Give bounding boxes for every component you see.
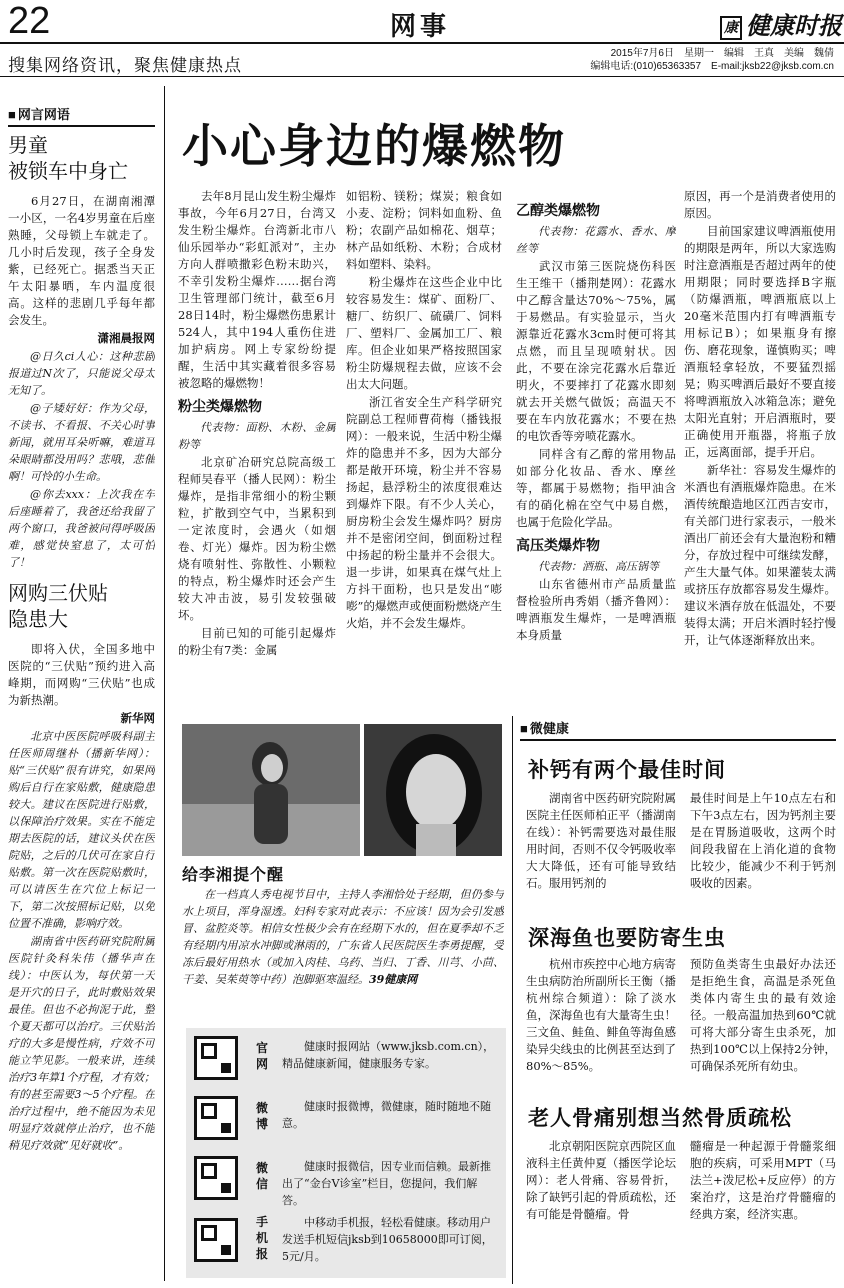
main-col-3: 乙醇类爆燃物 代表物：花露水、香水、摩丝等 武汉市第三医院烧伤科医生王维干（播荆楚网）：花露水中乙醇含量达70%～75%，属于易燃品。有实验显示，当火源靠近花露水3cm时便可将其点燃，而且呈现喷射状。因此，不要在涂完花露水后靠近明火，不要摔打了花露水即刻就去开关燃气做饭；高温天不要在车内放花露水；不要在热的电饮香等旁喷花露水。 同样含有乙醇的常用物品如部分化妆品、香水、摩丝等，都属于易燃物；指甲油含有的硝化棉在空气中易自燃，也属于危险化学品。 高压类爆炸物 代表物：酒瓶、高压锅等 山东省德州市产品质量监督检验所冉秀娟（播齐鲁网）：啤酒瓶发生爆炸，一是啤酒瓶本身质量 bbox=[516, 202, 676, 642]
logo-text: 健康时报 bbox=[746, 11, 842, 40]
qr-code-icon bbox=[194, 1156, 238, 1200]
date-line: 2015年7月6日 星期一 编辑 王真 美编 魏倩 bbox=[610, 48, 834, 59]
headline-bone: 老人骨痛别想当然骨质疏松 bbox=[528, 1105, 792, 1130]
para: 即将入伏，全国多地中医院的“三伏贴”预约进入高峰期，而网购“三伏贴”也成为新热潮。 bbox=[8, 642, 155, 707]
para: 北京中医医院呼吸科副主任医师周继朴（播新华网）：贴“三伏贴”很有讲究，如果网购后自行在家贴敷，健康隐患较大。建议在医院进行贴敷，以保障治疗效果。实在不能定期去医院的话，建议头伏在医院贴，之后的几伏可在家自行贴敷。第一次在医院贴敷时，可以请医生在穴位上标记一下，第二次按照标记贴，以免位置不准确，影响疗效。 bbox=[8, 730, 155, 930]
para: 6月27日，在湖南湘潭一小区，一名4岁男童在后座熟睡，父母锁上车就走了。几小时后发现，孩子全身发紫，已经死亡。据悉当天正午太阳暴晒，车内温度很高。这样的悲剧几乎每年都会发生。 bbox=[8, 194, 155, 327]
headline-sanfu: 网购三伏贴 隐患大 bbox=[8, 583, 108, 631]
page-number: 22 bbox=[8, 0, 51, 42]
photo-story-text: 在一档真人秀电视节目中，主持人李湘恰处于经期，但仍参与水上项目，浑身湿透。妇科专家对此表示：不应该！因为会引发感冒、盆腔炎等。相信女性极少会有在经期下水的，但在夏季却不乏有经期内用凉水冲脚或淋雨的，广东省人民医院医生李勇提醒，受冻后最好用热水（或加入肉桂、乌药、当归、丁香、川芎、小茴、干姜、吴茱萸等中药）泡脚驱寒温经。39健康网 bbox=[182, 888, 504, 986]
qr-code-icon bbox=[194, 1036, 238, 1080]
info-text: 中移动手机报，轻松看健康。移动用户发送手机短信jksb到10658000即可订阅，5元/月。 bbox=[282, 1216, 493, 1263]
column-divider bbox=[512, 716, 513, 1284]
subhead: 粉尘类爆燃物 bbox=[178, 398, 262, 414]
calcium-col-1: 湖南省中医药研究院附属医院主任医师柏正平（播湖南在线）：补钙需要选对最佳服用时间，否则不仅令钙吸收率大大降低，还有可能导致结石。服用钙剂的 bbox=[526, 791, 676, 890]
photo-host-2 bbox=[364, 724, 502, 856]
tag-micro-health: ■ 微健康 bbox=[520, 718, 836, 741]
tag-net-words: ■ 网言网语 bbox=[8, 106, 155, 127]
fish-col-1: 杭州市疾控中心地方病寄生虫病防治所副所长王衡（播杭州综合频道）：除了淡水鱼，深海鱼也有大量寄生虫！三文鱼、鲑鱼、鲱鱼等海鱼感染异尖线虫的比例甚至达到了80%～85%。 bbox=[526, 957, 676, 1073]
main-col-4: 原因，再一个是消费者使用的原因。 目前国家建议啤酒瓶使用的期限是两年，所以大家选购时注意酒瓶是否超过两年的使用期限；同时要选择B字瓶（防爆酒瓶，啤酒瓶底以上20毫米范围内打有啤酒瓶专用标记B）；如果瓶身有擦伤、磨花现象，谨慎购买；啤酒瓶轻拿轻放，不要猛烈摇晃；购买啤酒后最好不要直接将啤酒瓶放入冰箱急冻；避免太阳光直射；开启酒瓶时，要正确使用开瓶器，将瓶子放正，远离面部，提手开启。 新华社：容易发生爆炸的米酒也有酒瓶爆炸隐患。在米酒传统酿造地区江西吉安市，有关部门进行家表示，一般米酒出厂前还会有大量泡粉和糟分，存放过程中可继续发酵，产生大量气体。如果灌装太满或挤压存放都容易发生爆炸。建议米酒存放在低温处，不要装得太满；开启米酒时轻拧慢开，让气体逐渐释放出来。 bbox=[684, 189, 836, 647]
source: 潇湘晨报网 bbox=[97, 331, 155, 345]
main-headline: 小心身边的爆燃物 bbox=[182, 119, 566, 173]
info-text: 健康时报微信，因专业而信赖。最新推出了“金台V诊室”栏目，您提问，我们解答。 bbox=[282, 1160, 491, 1207]
source: 新华网 bbox=[120, 711, 155, 725]
main-col-2: 如铝粉、镁粉；煤炭；粮食如小麦、淀粉；饲料如血粉、鱼粉；农副产品如棉花、烟草；林产品如纸粉、木粉；合成材料如塑料、染料。 粉尘爆炸在这些企业中比较容易发生：煤矿、面粉厂、糖厂、纺织厂、硫磺厂、饲料厂、塑料厂、金属加工厂、粮库。但企业如果严格按照国家粉尘防爆规程去做，应该不会出太大问题。 浙江省安全生产科学研究院副总工程师曹荷梅（播钱报网）：一般来说，生活中粉尘爆炸的隐患并不多，因为大部分都是敞开环境，粉尘并不容易扬起，悬浮粉尘的浓度很难达到爆炸下限。有不少人关心，厨房粉尘会发生爆炸吗？厨房并不是密闭空间，倒面粉过程中扬起的粉尘量并不会很大。退一步讲，如果真在煤气灶上方抖干面粉，也只是发出“嘭嘭”的爆燃声或便面粉燃烧产生火焰，并不会发生爆炸。 bbox=[346, 189, 502, 630]
bone-col-1: 北京朝阳医院京西院区血液科主任黄仲夏（播医学论坛网）：老人骨痛、容易骨折，除了缺钙引起的骨质疏松，还有可能是骨髓瘤。骨 bbox=[526, 1139, 676, 1221]
contact-line: 编辑电话:(010)65363357 E-mail:jksb22@jksb.com.cn bbox=[590, 61, 834, 72]
section-title: 网事 bbox=[390, 12, 451, 42]
photo-story-title: 给李湘提个醒 bbox=[182, 865, 285, 884]
newspaper-logo bbox=[720, 6, 842, 41]
headline-calcium: 补钙有两个最佳时间 bbox=[528, 757, 726, 782]
info-label: 官网 bbox=[255, 1041, 268, 1071]
para: 湖南省中医药研究院附属医院针灸科朱伟（播华声在线）：中医认为，每伏第一天是开穴的日子，此时敷贴效果最佳。但也不必拘泥于此，整个夏天都可以治疗。三伏贴治疗的大多是慢性病，疗效不可能立竿见影。一般来讲，连续治疗3年算1个疗程，才有效；有的甚至需要3～5个疗程。在治疗过程中，绝不能因为未见明显疗效就停止治疗，也不能稍见疗效就“见好就收”。 bbox=[8, 935, 155, 1152]
info-box bbox=[186, 1028, 506, 1278]
headline-boy: 男童 被锁车中身亡 bbox=[8, 135, 128, 183]
fish-col-2: 预防鱼类寄生虫最好办法还是拒绝生食，高温是杀死鱼类体内寄生虫的最有效途径。一般高温加热到60℃就可将大部分寄生虫杀死，加热到100℃以上保持2分钟，可确保杀死所有幼虫。 bbox=[690, 957, 836, 1073]
qr-code-icon bbox=[194, 1096, 238, 1140]
qr-code-icon bbox=[194, 1218, 238, 1262]
info-label: 手机报 bbox=[255, 1215, 268, 1261]
info-text: 健康时报微博，微健康，随时随地不随意。 bbox=[282, 1100, 491, 1130]
slogan: 搜集网络资讯，聚焦健康热点 bbox=[8, 56, 242, 75]
masthead-rule bbox=[0, 42, 844, 44]
left-column bbox=[8, 106, 155, 1286]
column-divider bbox=[164, 86, 165, 1281]
info-label: 微博 bbox=[255, 1101, 268, 1131]
subhead: 高压类爆炸物 bbox=[516, 537, 600, 553]
calcium-col-2: 最佳时间是上午10点左右和下午3点左右，因为钙剂主要是在胃肠道吸收，这两个时间段我留在上消化道的食物比较少，能减少不利于钙剂吸收的因素。 bbox=[690, 791, 836, 890]
info-text: 健康时报网站（www.jksb.com.cn），精品健康新闻，健康服务专家。 bbox=[282, 1040, 495, 1070]
info-label: 微信 bbox=[255, 1161, 268, 1191]
masthead-rule-2 bbox=[0, 76, 844, 77]
comment: @日久ci人心：这种悲剧报道过N次了，只能说父母太无知了。 bbox=[8, 350, 155, 397]
photo-host-1 bbox=[182, 724, 360, 856]
comment: @子矮好好：作为父母，不读书、不看报、不关心时事新闻，就用耳朵听嘛，难道耳朵眼睛都没用吗？悲哦，悲催啊！可怜的小生命。 bbox=[8, 402, 155, 483]
bone-col-2: 髓瘤是一种起源于骨髓浆细胞的疾病，可采用MPT（马法兰+泼尼松+反应停）的方案治疗，这是治疗骨髓瘤的经典方案，经济实惠。 bbox=[690, 1139, 836, 1221]
main-col-1: 去年8月昆山发生粉尘爆炸事故，今年6月27日，台湾又发生粉尘爆炸。台湾新北市八仙乐园举办“彩虹派对”，主办方向人群喷撒彩色粉末助兴，不幸引发粉尘爆炸……据台湾卫生管理部门统计，截至6月28日14时，粉尘爆燃伤患累计524人，其中194人重伤住进加护病房。网上专家纷纷提醒，生活中其实藏着很多容易被忽略的爆燃物！ 粉尘类爆燃物 代表物：面粉、木粉、金属粉等 北京矿冶研究总院高级工程师吴春平（播人民网）：粉尘爆炸，是指非常细小的粉尘颗粒，扩散到空气中，当累积到一定浓度时，会遇火（如烟卷、灯光）爆炸。因为粉尘燃烧有喷射性、弥散性、小颗粒的特点，粉尘爆炸时还会产生较大冲击波，易引发较强破坏。 目前已知的可能引起爆炸的粉尘有7类：金属 bbox=[178, 189, 336, 657]
subhead: 乙醇类爆燃物 bbox=[516, 202, 600, 218]
comment: @你去xxx：上次我在车后座睡着了，我爸还给我留了两个窗口，我爸被问得呼吸困难，感觉快窒息了，太可怕了！ bbox=[8, 488, 155, 569]
headline-fish: 深海鱼也要防寄生虫 bbox=[528, 925, 726, 950]
logo-icon: 康 bbox=[720, 16, 742, 40]
